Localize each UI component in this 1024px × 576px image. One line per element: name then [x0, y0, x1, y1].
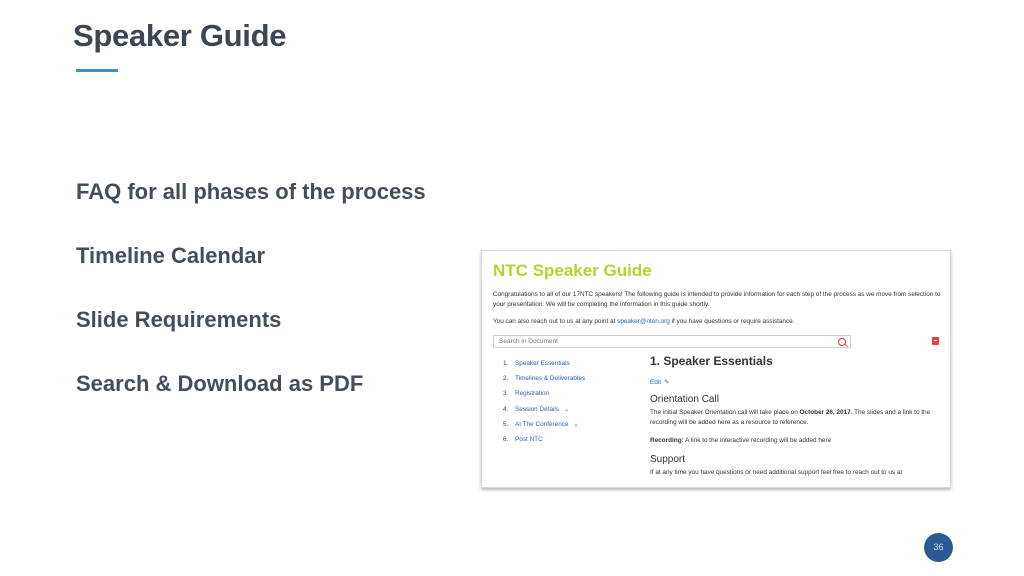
contact-text-end: if you have questions or require assistance. [669, 318, 795, 325]
toc-item[interactable] [503, 406, 585, 421]
edit-link[interactable] [650, 378, 669, 386]
orientation-date: October 26, 2017 [799, 409, 851, 416]
support-text: If at any time you have questions or need additional support feel free to reach out to us at [650, 469, 903, 476]
search-box[interactable] [493, 335, 851, 348]
feature-item: Search & Download as PDF [76, 371, 364, 396]
toc-link[interactable]: Registration [515, 390, 550, 398]
guide-title: NTC Speaker Guide [493, 261, 652, 280]
slide-title: Speaker Guide [73, 18, 287, 53]
feature-list [76, 176, 426, 432]
toc-item[interactable] [503, 360, 585, 375]
chevron-down-icon[interactable]: ⌄ [564, 406, 570, 413]
toc-link[interactable]: Post NTC [515, 435, 543, 443]
search-input[interactable] [494, 336, 829, 347]
guide-screenshot [481, 250, 951, 488]
contact-email-link[interactable]: speaker@nten.org [617, 318, 670, 325]
toc-number: 6. [503, 435, 509, 443]
page-number-badge: 36 [924, 533, 953, 562]
guide-contact [493, 318, 943, 325]
feature-item: Slide Requirements [76, 307, 282, 332]
support-heading: Support [650, 454, 686, 465]
feature-item: FAQ for all phases of the process [76, 179, 426, 204]
recording-description: A link to the interactive recording will be added here [683, 437, 832, 444]
recording-text [650, 436, 940, 446]
chevron-down-icon[interactable]: ⌄ [573, 421, 579, 428]
search-icon[interactable] [838, 338, 846, 346]
title-underline [76, 69, 118, 72]
orientation-text-start: The initial Speaker Orientation call will take place on [650, 409, 800, 416]
toc-item[interactable] [503, 436, 585, 451]
toc-number: 3. [503, 390, 509, 398]
toc-number: 1. [503, 360, 509, 367]
orientation-text-end: . The slides and a link to the recording will be added here as a resource to reference. [650, 409, 931, 426]
toc-link[interactable]: Speaker Essentials [515, 360, 570, 367]
toc-link[interactable]: Session Details [515, 405, 560, 413]
toc-number: 4. [503, 405, 509, 413]
section-title: 1. Speaker Essentials [650, 354, 773, 368]
toc-item[interactable] [503, 421, 585, 436]
pencil-icon[interactable]: ✎ [664, 379, 670, 386]
toc-link[interactable]: At The Conference [515, 420, 569, 428]
toc-item[interactable] [503, 390, 585, 405]
toc-item[interactable] [503, 375, 585, 390]
toc-link[interactable]: Timelines & Deliverables [515, 375, 586, 383]
pdf-download-icon[interactable] [932, 337, 939, 345]
toc-number: 5. [503, 420, 509, 428]
recording-label: Recording: [650, 437, 684, 444]
table-of-contents [503, 360, 585, 451]
contact-text: You can also reach out to us at any point at [493, 318, 618, 325]
guide-intro: Congratulations to all of our 17NTC speakers! The following guide is intended to provide information for each step of the process as we move from selection to your presentation. We will be completing the information in this guide shortly. [493, 291, 941, 308]
edit-label[interactable]: Edit [650, 379, 662, 386]
orientation-heading: Orientation Call [650, 394, 719, 405]
orientation-text [650, 408, 940, 428]
toc-number: 2. [503, 375, 509, 383]
feature-item: Timeline Calendar [76, 243, 266, 268]
